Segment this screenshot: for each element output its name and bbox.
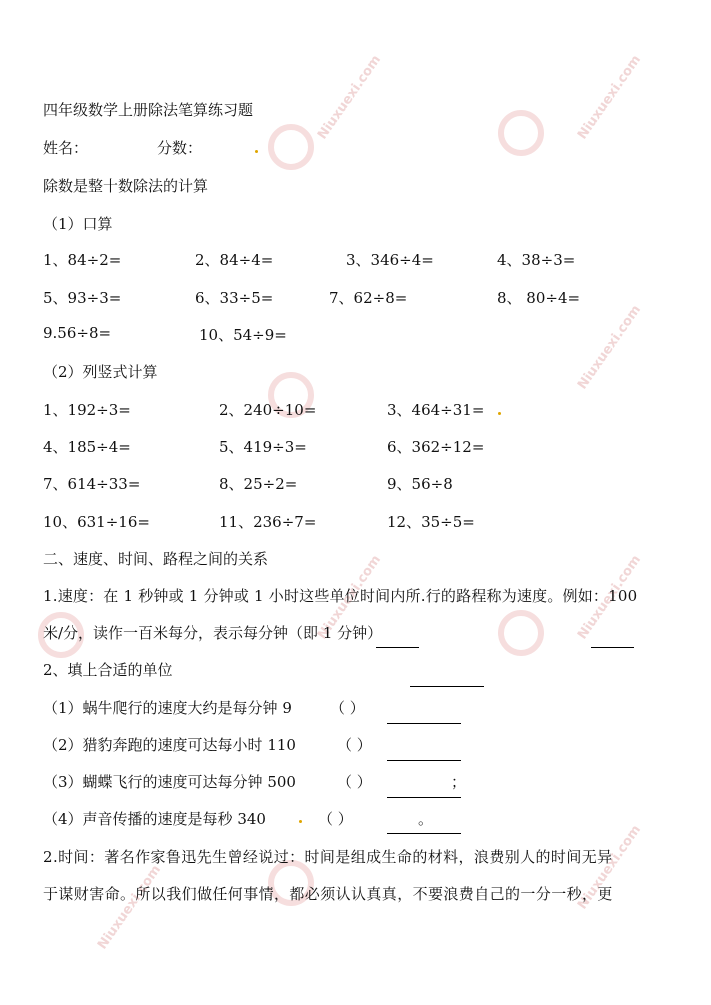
blank-line — [387, 760, 461, 761]
blank-line — [387, 723, 461, 724]
answer-paren: （ ） — [337, 736, 372, 754]
problem: 10、631÷16= — [43, 513, 150, 531]
watermark-text: Niuxuexi.com — [314, 52, 385, 143]
stray-dot — [255, 150, 258, 153]
stray-dot — [498, 412, 501, 415]
problem: 6、362÷12= — [387, 438, 485, 456]
page-title: 四年级数学上册除法笔算练习题 — [43, 101, 254, 119]
problem: 3、346÷4= — [346, 251, 434, 269]
problem: 5、93÷3= — [43, 289, 122, 307]
problem: 2、84÷4= — [195, 251, 274, 269]
watermark-text: Niuxuexi.com — [574, 552, 645, 643]
problem: 12、35÷5= — [387, 513, 475, 531]
blank-line — [387, 797, 461, 798]
answer-paren: （ ） — [330, 699, 365, 717]
answer-paren: （ ） — [337, 773, 372, 791]
item-suffix: 。 — [418, 810, 434, 828]
watermark-logo-icon — [498, 610, 544, 656]
section2-heading: 二、速度、时间、路程之间的关系 — [43, 550, 269, 568]
time-paragraph-line2: 于谋财害命。所以我们做任何事情，都必须认认真真，不要浪费自己的一分一秒，更 — [43, 885, 613, 903]
fill-item: （3）蝴蝶飞行的速度可达每分钟 500 — [43, 773, 296, 791]
blank-line — [410, 686, 484, 687]
problem: 2、240÷10= — [219, 401, 317, 419]
problem: 11、236÷7= — [219, 513, 317, 531]
watermark-text: Niuxuexi.com — [314, 552, 385, 643]
problem: 5、419÷3= — [219, 438, 307, 456]
part1-label: （1）口算 — [43, 215, 113, 233]
fill-units-label: 2、填上合适的单位 — [43, 661, 173, 679]
problem: 8、 80÷4= — [497, 289, 581, 307]
time-paragraph-line1: 2.时间：著名作家鲁迅先生曾经说过：时间是组成生命的材料，浪费别人的时间无异 — [43, 848, 613, 866]
problem: 4、38÷3= — [497, 251, 576, 269]
watermark-text: Niuxuexi.com — [574, 302, 645, 393]
answer-paren: （ ） — [318, 810, 353, 828]
problem: 1、84÷2= — [43, 251, 122, 269]
problem: 1、192÷3= — [43, 401, 131, 419]
problem: 3、464÷31= — [387, 401, 485, 419]
fill-item: （4）声音传播的速度是每秒 340 — [43, 810, 266, 828]
speed-paragraph-line2: 米/分，读作一百米每分，表示每分钟（即 1 分钟） — [43, 624, 383, 642]
blank-line — [387, 833, 461, 834]
fill-item: （1）蜗牛爬行的速度大约是每分钟 9 — [43, 699, 292, 717]
problem: 7、614÷33= — [43, 475, 141, 493]
watermark-text: Niuxuexi.com — [94, 862, 165, 953]
section-heading: 除数是整十数除法的计算 — [43, 177, 209, 195]
problem: 9、56÷8 — [387, 475, 453, 493]
problem: 10、54÷9= — [199, 326, 287, 344]
problem: 7、62÷8= — [329, 289, 408, 307]
problem: 9.56÷8= — [43, 324, 112, 342]
blank-line — [591, 647, 634, 648]
item-suffix: ； — [451, 773, 467, 791]
fill-item: （2）猎豹奔跑的速度可达每小时 110 — [43, 736, 296, 754]
problem: 6、33÷5= — [195, 289, 274, 307]
problem: 8、25÷2= — [219, 475, 298, 493]
watermark-text: Niuxuexi.com — [574, 822, 645, 913]
speed-paragraph-line1: 1.速度：在 1 秒钟或 1 分钟或 1 小时这些单位时间内所.行的路程称为速度。例如：100 — [43, 587, 638, 605]
part2-label: （2）列竖式计算 — [43, 363, 158, 381]
watermark-text: Niuxuexi.com — [574, 52, 645, 143]
score-label: 分数： — [157, 139, 203, 157]
watermark-logo-icon — [268, 124, 314, 170]
stray-dot — [299, 820, 302, 823]
watermark-logo-icon — [498, 110, 544, 156]
blank-line — [376, 647, 419, 648]
problem: 4、185÷4= — [43, 438, 131, 456]
name-label: 姓名： — [43, 139, 89, 157]
